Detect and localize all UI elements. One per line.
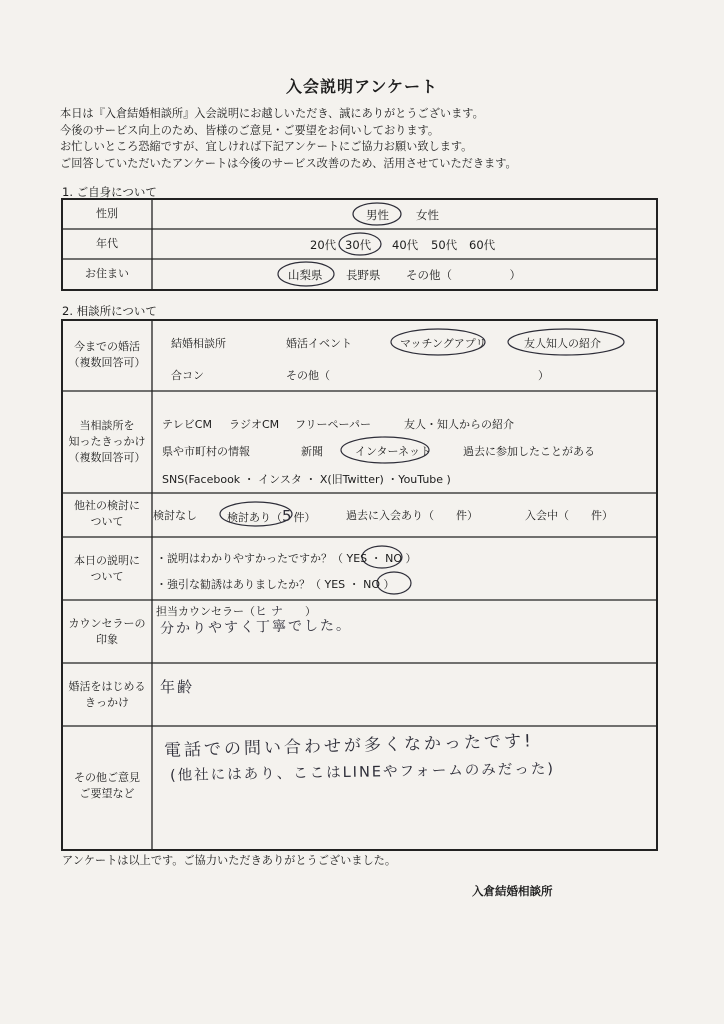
option-50s[interactable]: 50代 [431, 238, 458, 252]
option-event[interactable]: 婚活イベント [286, 337, 352, 350]
handwritten-start-reason: 年齢 [160, 678, 195, 696]
option-friend[interactable]: 友人・知人からの紹介 [404, 418, 514, 431]
option-other-close: ） [538, 369, 549, 382]
intro-line: ご回答していただいたアンケートは今後のサービス改善のため、活用させていただきます。 [60, 156, 517, 170]
page-title: 入会説明アンケート [285, 77, 439, 96]
footer-text: アンケートは以上です。ご協力いただきありがとうございました。 [62, 854, 397, 867]
opinion-label [62, 770, 152, 802]
handwritten-count: 5 [282, 507, 294, 525]
handwritten-counselor-comment: 分かりやすく丁寧でした。 [159, 617, 353, 637]
option-internet[interactable]: インターネット [355, 445, 432, 458]
option-sns[interactable]: SNS(Facebook ・ インスタ ・ X(旧Twitter) ・YouTube ) [162, 473, 451, 486]
age-label: 年代 [96, 237, 118, 250]
label-line: その他ご意見 [74, 771, 140, 784]
counselor-label [62, 616, 152, 648]
question-clarity[interactable]: ・説明はわかりやすかったですか？（ YES ・ NO ） [156, 552, 417, 565]
discovery-label [62, 418, 152, 466]
option-past-member[interactable]: 過去に入会あり（ 件） [346, 509, 478, 522]
option-goukon[interactable]: 合コン [171, 369, 204, 382]
office-name: 入倉結婚相談所 [472, 884, 553, 898]
label-line: 婚活をはじめる [68, 680, 146, 693]
label-line: 当相談所を [79, 419, 135, 432]
option-past-participation[interactable]: 過去に参加したことがある [463, 445, 595, 458]
handwritten-opinion-line2: (他社にはあり、ここはLINEやフォームのみだった) [169, 761, 556, 784]
counselor-suffix: ） [305, 605, 317, 618]
label-line: （複数回答可） [68, 451, 146, 464]
explanation-label [62, 553, 152, 585]
option-other-past[interactable]: その他（ [286, 369, 330, 382]
label-line: きっかけ [85, 696, 129, 709]
residence-label: お住まい [85, 267, 129, 280]
gender-label: 性別 [96, 207, 118, 220]
section-heading-2: 2. 相談所について [62, 304, 157, 318]
option-nagano[interactable]: 長野県 [346, 268, 381, 282]
option-municipal[interactable]: 県や市町村の情報 [162, 445, 250, 458]
intro-line: お忙しいところ恐縮ですが、宜しければ下記アンケートにご協力お願い致します。 [60, 140, 473, 153]
option-40s[interactable]: 40代 [392, 238, 419, 252]
option-free-paper[interactable]: フリーペーパー [295, 418, 372, 431]
option-none[interactable]: 検討なし [153, 509, 197, 522]
intro-line: 今後のサービス向上のため、皆様のご意見・ご要望をお伺いしております。 [60, 123, 440, 137]
label-line: 印象 [96, 633, 118, 646]
option-60s[interactable]: 60代 [469, 238, 496, 252]
label-line: ついて [90, 570, 124, 583]
section-heading-1: 1. ご自身について [62, 185, 157, 199]
label-line: ご要望など [79, 787, 135, 800]
handwritten-counselor-name: ヒナ [255, 604, 288, 618]
label-line: 本日の説明に [74, 554, 140, 567]
considered-prefix: 検討あり（ [227, 511, 282, 524]
counselor-prefix: 担当カウンセラー（ [156, 605, 255, 618]
other-agencies-label [62, 498, 152, 530]
option-other-residence[interactable]: その他（ ） [406, 268, 521, 282]
option-matching-app[interactable]: マッチングアプリ [400, 337, 487, 350]
label-line: 他社の検討に [74, 499, 140, 512]
past-activity-label [62, 339, 152, 371]
option-female[interactable]: 女性 [416, 208, 439, 222]
option-radio[interactable]: ラジオCM [229, 418, 280, 431]
option-male[interactable]: 男性 [366, 208, 389, 222]
option-friend-intro[interactable]: 友人知人の紹介 [524, 337, 601, 350]
label-line: 今までの婚活 [74, 340, 140, 353]
option-current-member[interactable]: 入会中（ 件） [525, 509, 613, 522]
option-20s[interactable]: 20代 [310, 238, 337, 252]
option-tv[interactable]: テレビCM [162, 418, 212, 431]
intro-line: 本日は『入倉結婚相談所』入会説明にお越しいただき、誠にありがとうございます。 [60, 107, 484, 120]
option-agency[interactable]: 結婚相談所 [171, 337, 226, 350]
label-line: ついて [90, 515, 124, 528]
option-considered[interactable] [227, 507, 316, 525]
question-pressure[interactable]: ・強引な勧誘はありましたか？（ YES ・ NO ） [156, 578, 395, 591]
label-line: カウンセラーの [68, 617, 146, 630]
label-line: （複数回答可） [68, 356, 146, 369]
option-newspaper[interactable]: 新聞 [301, 445, 323, 458]
start-reason-label [62, 679, 152, 711]
option-yamanashi[interactable]: 山梨県 [288, 268, 323, 282]
considered-suffix: 件） [293, 511, 316, 524]
handwritten-opinion-line1: 電話での問い合わせが多くなかったです! [163, 731, 535, 761]
option-30s[interactable]: 30代 [345, 238, 372, 252]
label-line: 知ったきっかけ [68, 435, 146, 448]
